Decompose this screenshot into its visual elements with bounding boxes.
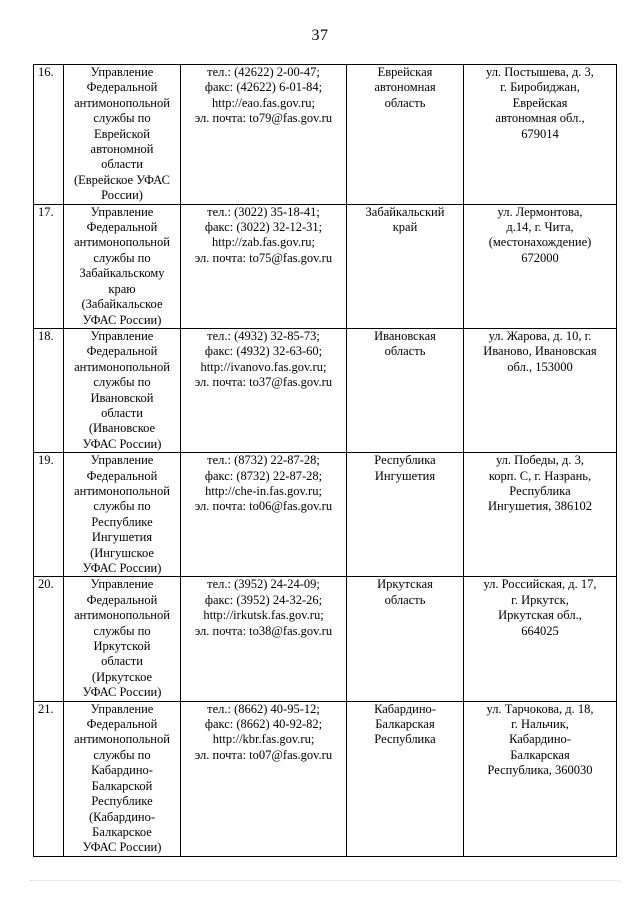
office-name: Управление Федеральной антимонопольной службы по Еврейской автономной области (Еврейское УФАС России): [64, 65, 181, 205]
table-row: [34, 204, 617, 328]
office-region: Еврейская автономная область: [347, 65, 464, 205]
office-region: Забайкальский край: [347, 204, 464, 328]
table-row: [34, 328, 617, 452]
office-address: ул. Постышева, д. 3, г. Биробиджан, Еврейская автономная обл., 679014: [464, 65, 617, 205]
office-contacts: тел.: (8662) 40-95-12; факс: (8662) 40-92-82; http://kbr.fas.gov.ru; эл. почта: to07@fas.gov.ru: [181, 701, 347, 856]
row-number: 18.: [34, 328, 64, 452]
office-name: Управление Федеральной антимонопольной службы по Кабардино- Балкарской Республике (Кабардино- Балкарское УФАС России): [64, 701, 181, 856]
office-name: Управление Федеральной антимонопольной службы по Иркутской области (Иркутское УФАС России): [64, 577, 181, 701]
row-number: 17.: [34, 204, 64, 328]
office-name: Управление Федеральной антимонопольной службы по Ивановской области (Ивановское УФАС России): [64, 328, 181, 452]
office-address: ул. Лермонтова, д.14, г. Чита, (местонахождение) 672000: [464, 204, 617, 328]
office-contacts: тел.: (3022) 35-18-41; факс: (3022) 32-12-31; http://zab.fas.gov.ru; эл. почта: to75@fas.gov.ru: [181, 204, 347, 328]
row-number: 21.: [34, 701, 64, 856]
office-name: Управление Федеральной антимонопольной службы по Республике Ингушетия (Ингушское УФАС России): [64, 453, 181, 577]
table-row: [34, 577, 617, 701]
office-address: ул. Победы, д. 3, корп. С, г. Назрань, Республика Ингушетия, 386102: [464, 453, 617, 577]
page-number: 37: [311, 27, 329, 44]
office-contacts: тел.: (8732) 22-87-28; факс: (8732) 22-87-28; http://che-in.fas.gov.ru; эл. почта: to06@fas.gov.ru: [181, 453, 347, 577]
office-contacts: тел.: (4932) 32-85-73; факс: (4932) 32-63-60; http://ivanovo.fas.gov.ru; эл. почта: to37@fas.gov.ru: [181, 328, 347, 452]
table-row: [34, 65, 617, 205]
office-contacts: тел.: (42622) 2-00-47; факс: (42622) 6-01-84; http://eao.fas.gov.ru; эл. почта: to79@fas.gov.ru: [181, 65, 347, 205]
office-region: Кабардино- Балкарская Республика: [347, 701, 464, 856]
table-row: [34, 453, 617, 577]
fas-offices-table: [33, 64, 617, 857]
table-body: [34, 65, 617, 857]
row-number: 19.: [34, 453, 64, 577]
table-row: [34, 701, 617, 856]
office-contacts: тел.: (3952) 24-24-09; факс: (3952) 24-32-26; http://irkutsk.fas.gov.ru; эл. почта: to38@fas.gov.ru: [181, 577, 347, 701]
office-address: ул. Российская, д. 17, г. Иркутск, Иркутская обл., 664025: [464, 577, 617, 701]
office-name: Управление Федеральной антимонопольной службы по Забайкальскому краю (Забайкальское УФАС России): [64, 204, 181, 328]
scan-noise-line: [30, 880, 620, 885]
office-region: Иркутская область: [347, 577, 464, 701]
office-address: ул. Тарчокова, д. 18, г. Нальчик, Кабардино- Балкарская Республика, 360030: [464, 701, 617, 856]
office-region: Ивановская область: [347, 328, 464, 452]
office-address: ул. Жарова, д. 10, г. Иваново, Ивановская обл., 153000: [464, 328, 617, 452]
office-region: Республика Ингушетия: [347, 453, 464, 577]
row-number: 16.: [34, 65, 64, 205]
row-number: 20.: [34, 577, 64, 701]
